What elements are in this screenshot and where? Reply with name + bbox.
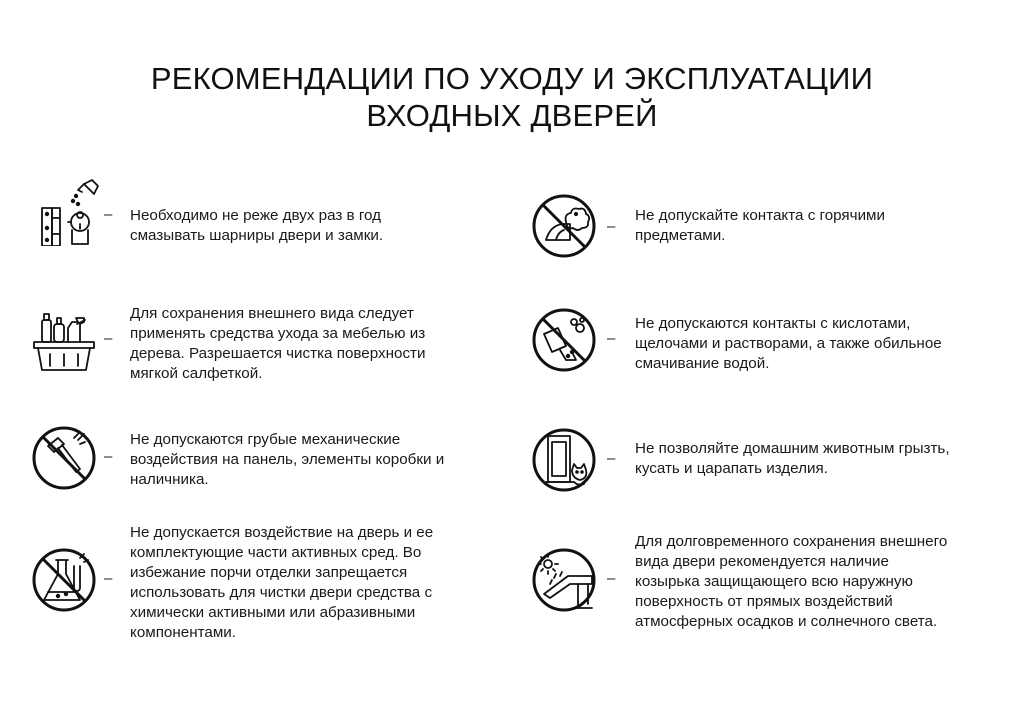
item-dash: – — [104, 206, 113, 223]
title-line-1: РЕКОМЕНДАЦИИ ПО УХОДУ И ЭКСПЛУАТАЦИИ — [150, 61, 874, 96]
recommendation-text: Не допускается воздействие на дверь и ее комплектующие части активных сред. Во избежание порчи отделки запрещается использовать для чистки двери средства с химически активными или абразивными компонентами. — [130, 524, 434, 641]
item-dash: – — [607, 218, 616, 235]
title-line-2: ВХОДНЫХ ДВЕРЕЙ — [366, 98, 658, 133]
item-dash: – — [607, 570, 616, 587]
item-dash: – — [607, 450, 616, 467]
item-dash: – — [104, 330, 113, 347]
recommendation-text: Для долговременного сохранения внешнего вида двери рекомендуется наличие козырька защищающего всю наружную поверхность от прямых воздействий атмосферных осадков и солнечного света. — [635, 533, 948, 630]
no-chemicals-icon — [30, 546, 98, 614]
canopy-sun-rain-icon — [530, 546, 598, 614]
recommendation-text: Для сохранения внешнего вида следует применять средства ухода за мебелью из дерева. Разрешается чистка поверхности мягкой салфеткой. — [130, 305, 426, 382]
hinge-oiling-icon — [36, 178, 104, 246]
no-mechanical-impact-icon — [30, 424, 98, 492]
recommendation-text: Не допускаются грубые механические воздействия на панель, элементы коробки и наличника. — [130, 431, 445, 488]
item-dash: – — [607, 330, 616, 347]
no-acids-icon — [530, 306, 598, 374]
item-dash: – — [104, 448, 113, 465]
page-title — [0, 60, 1024, 134]
recommendation-text: Не позволяйте домашним животным грызть, кусать и царапать изделия. — [635, 440, 950, 477]
item-dash: – — [104, 570, 113, 587]
cleaning-basket-icon — [30, 306, 98, 374]
no-pets-icon — [530, 426, 598, 494]
recommendation-text: Не допускаются контакты с кислотами, щелочами и растворами, а также обильное смачивание водой. — [635, 315, 942, 372]
recommendation-text: Необходимо не реже двух раз в год смазывать шарниры двери и замки. — [130, 207, 384, 244]
recommendation-text: Не допускайте контакта с горячими предметами. — [635, 207, 885, 244]
no-hot-objects-icon — [530, 192, 598, 260]
